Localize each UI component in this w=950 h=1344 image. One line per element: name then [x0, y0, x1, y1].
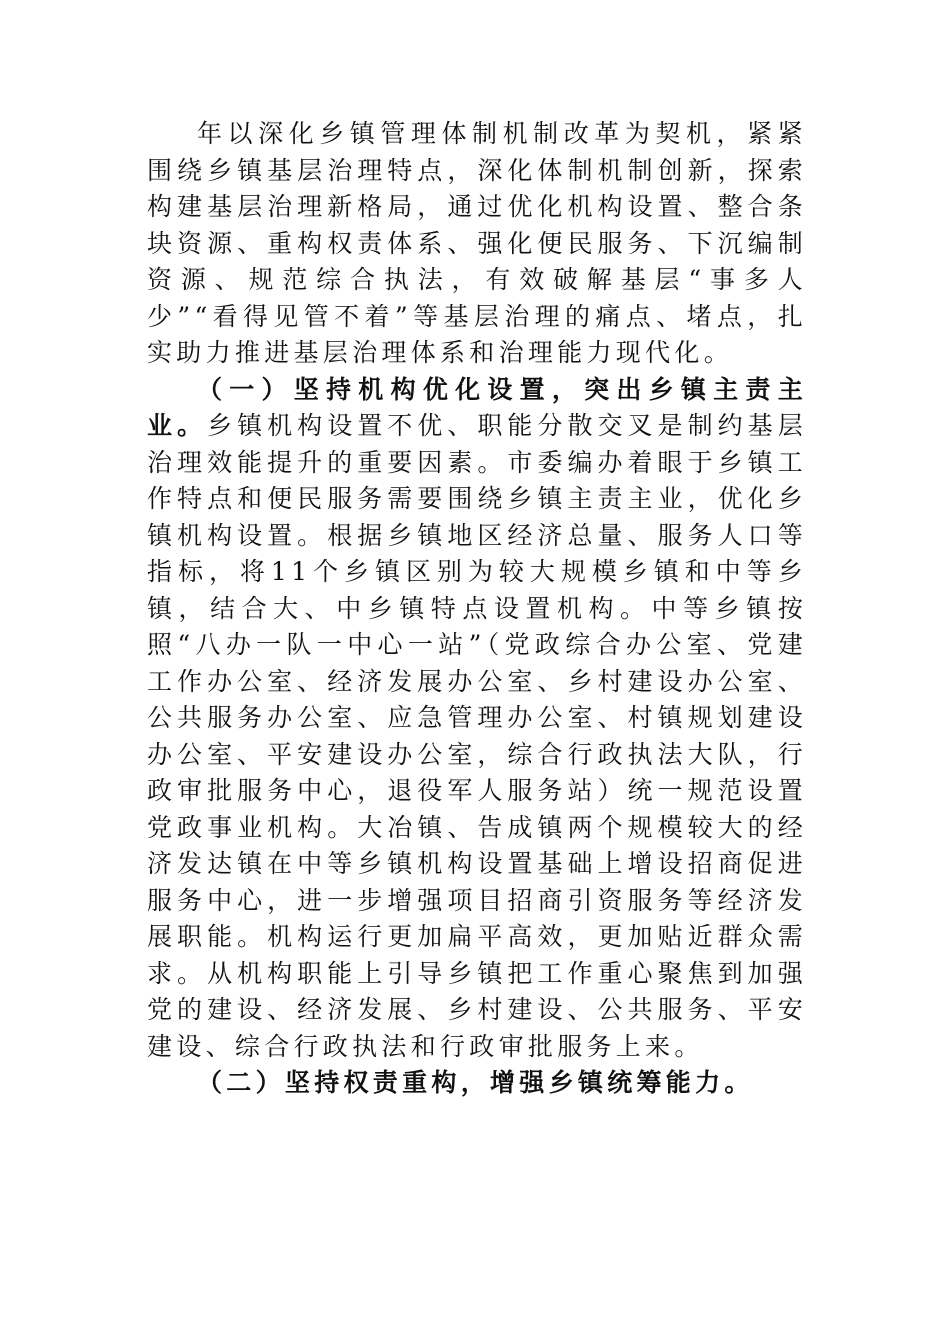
intro-paragraph: [147, 116, 807, 372]
section-two-heading: （二）坚持权责重构，增强乡镇统筹能力。: [197, 1068, 754, 1097]
section-one-body: 乡镇机构设置不优、职能分散交叉是制约基层治理效能提升的重要因素。市委编办着眼于乡镇工作特点和便民服务需要围绕乡镇主责主业，优化乡镇机构设置。根据乡镇地区经济总量、服务人口等指标，将11个乡镇区别为较大规模乡镇和中等乡镇，结合大、中乡镇特点设置机构。中等乡镇按照“八办一队一中心一站”（党政综合办公室、党建工作办公室、经济发展办公室、乡村建设办公室、公共服务办公室、应急管理办公室、村镇规划建设办公室、平安建设办公室，综合行政执法大队，行政审批服务中心，退役军人服务站）统一规范设置党政事业机构。大冶镇、告成镇两个规模较大的经济发达镇在中等乡镇机构设置基础上增设招商促进服务中心，进一步增强项目招商引资服务等经济发展职能。机构运行更加扁平高效，更加贴近群众需求。从机构职能上引导乡镇把工作重心聚焦到加强党的建设、经济发展、乡村建设、公共服务、平安建设、综合行政执法和行政审批服务上来。: [147, 411, 807, 1061]
section-one-heading: （一）坚持机构优化设置，突出乡镇主责主业。: [147, 374, 807, 440]
document-body: [147, 116, 807, 1102]
section-one-paragraph: [147, 372, 807, 1066]
intro-paragraph-text: 年以深化乡镇管理体制机制改革为契机，紧紧围绕乡镇基层治理特点，深化体制机制创新，探索构建基层治理新格局，通过优化机构设置、整合条块资源、重构权责体系、强化便民服务、下沉编制资源、规范综合执法，有效破解基层“事多人少”“看得见管不着”等基层治理的痛点、堵点，扎实助力推进基层治理体系和治理能力现代化。: [147, 119, 807, 367]
